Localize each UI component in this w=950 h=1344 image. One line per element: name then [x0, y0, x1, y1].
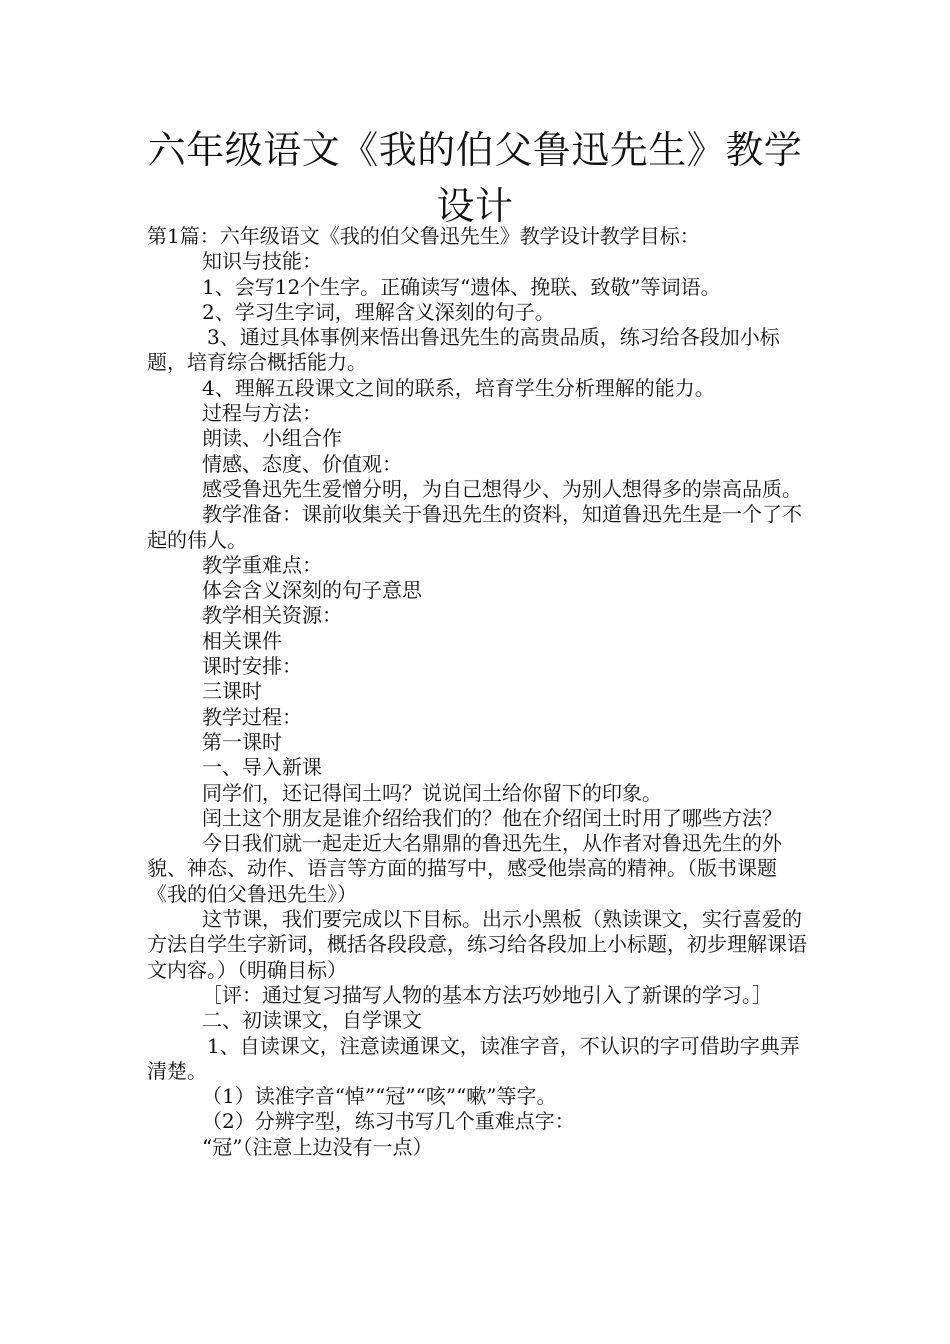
document-body [147, 224, 807, 1160]
paragraph: 相关课件 [202, 628, 282, 653]
paragraph: 教学过程： [202, 704, 302, 729]
paragraph: 同学们，还记得闰土吗？说说闰土给你留下的印象。 [202, 780, 662, 805]
paragraph: 3、通过具体事例来悟出鲁迅先生的高贵品质，练习给各段加小标题，培育综合概括能力。 [147, 325, 780, 375]
paragraph: 4、理解五段课文之间的联系，培育学生分析理解的能力。 [202, 375, 715, 400]
paragraph: 第1篇：六年级语文《我的伯父鲁迅先生》教学设计教学目标： [147, 224, 700, 248]
paragraph: 教学相关资源： [202, 603, 342, 628]
paragraph: 知识与技能： [202, 249, 322, 274]
paragraph: 情感、态度、价值观： [202, 451, 402, 476]
document-title: 六年级语文《我的伯父鲁迅先生》教学设计 [147, 128, 803, 228]
paragraph: 今日我们就一起走近大名鼎鼎的鲁迅先生，从作者对鲁迅先生的外貌、神态、动作、语言等方面的描写中，感受他崇高的精神。（版书课题《我的伯父鲁迅先生》） [147, 831, 782, 906]
paragraph: 1、自读课文，注意读通课文，读准字音，不认识的字可借助字典弄清楚。 [147, 1033, 800, 1083]
paragraph: ［评：通过复习描写人物的基本方法巧妙地引入了新课的学习。］ [202, 982, 772, 1007]
paragraph: 2、学习生字词，理解含义深刻的句子。 [202, 299, 555, 324]
paragraph: 一、导入新课 [202, 755, 322, 780]
paragraph: 教学准备：课前收集关于鲁迅先生的资料，知道鲁迅先生是一个了不起的伟人。 [147, 502, 802, 552]
paragraph: “冠”（注意上边没有一点） [202, 1134, 433, 1159]
paragraph: 教学重难点： [202, 552, 322, 577]
paragraph: （2）分辨字型，练习书写几个重难点字： [202, 1109, 575, 1134]
paragraph: 过程与方法： [202, 401, 322, 426]
paragraph: 闰土这个朋友是谁介绍给我们的？他在介绍闰土时用了哪些方法？ [202, 805, 782, 830]
paragraph: 二、初读课文，自学课文 [202, 1008, 422, 1033]
paragraph: 体会含义深刻的句子意思 [202, 578, 422, 603]
paragraph: 课时安排： [202, 654, 302, 679]
paragraph: 感受鲁迅先生爱憎分明，为自己想得少、为别人想得多的崇高品质。 [202, 476, 802, 501]
paragraph: 朗读、小组合作 [202, 426, 342, 451]
paragraph: 这节课，我们要完成以下目标。出示小黑板（熟读课文，实行喜爱的方法自学生字新词，概括各段段意，练习给各段加上小标题，初步理解课语文内容。）（明确目标） [147, 907, 807, 982]
paragraph: 1、会写12个生字。正确读写“遗体、挽联、致敬”等词语。 [202, 274, 721, 299]
paragraph: 第一课时 [202, 729, 282, 754]
paragraph: （1）读准字音“悼”“冠”“咳”“嗽”等字。 [202, 1084, 557, 1109]
paragraph: 三课时 [202, 679, 262, 704]
